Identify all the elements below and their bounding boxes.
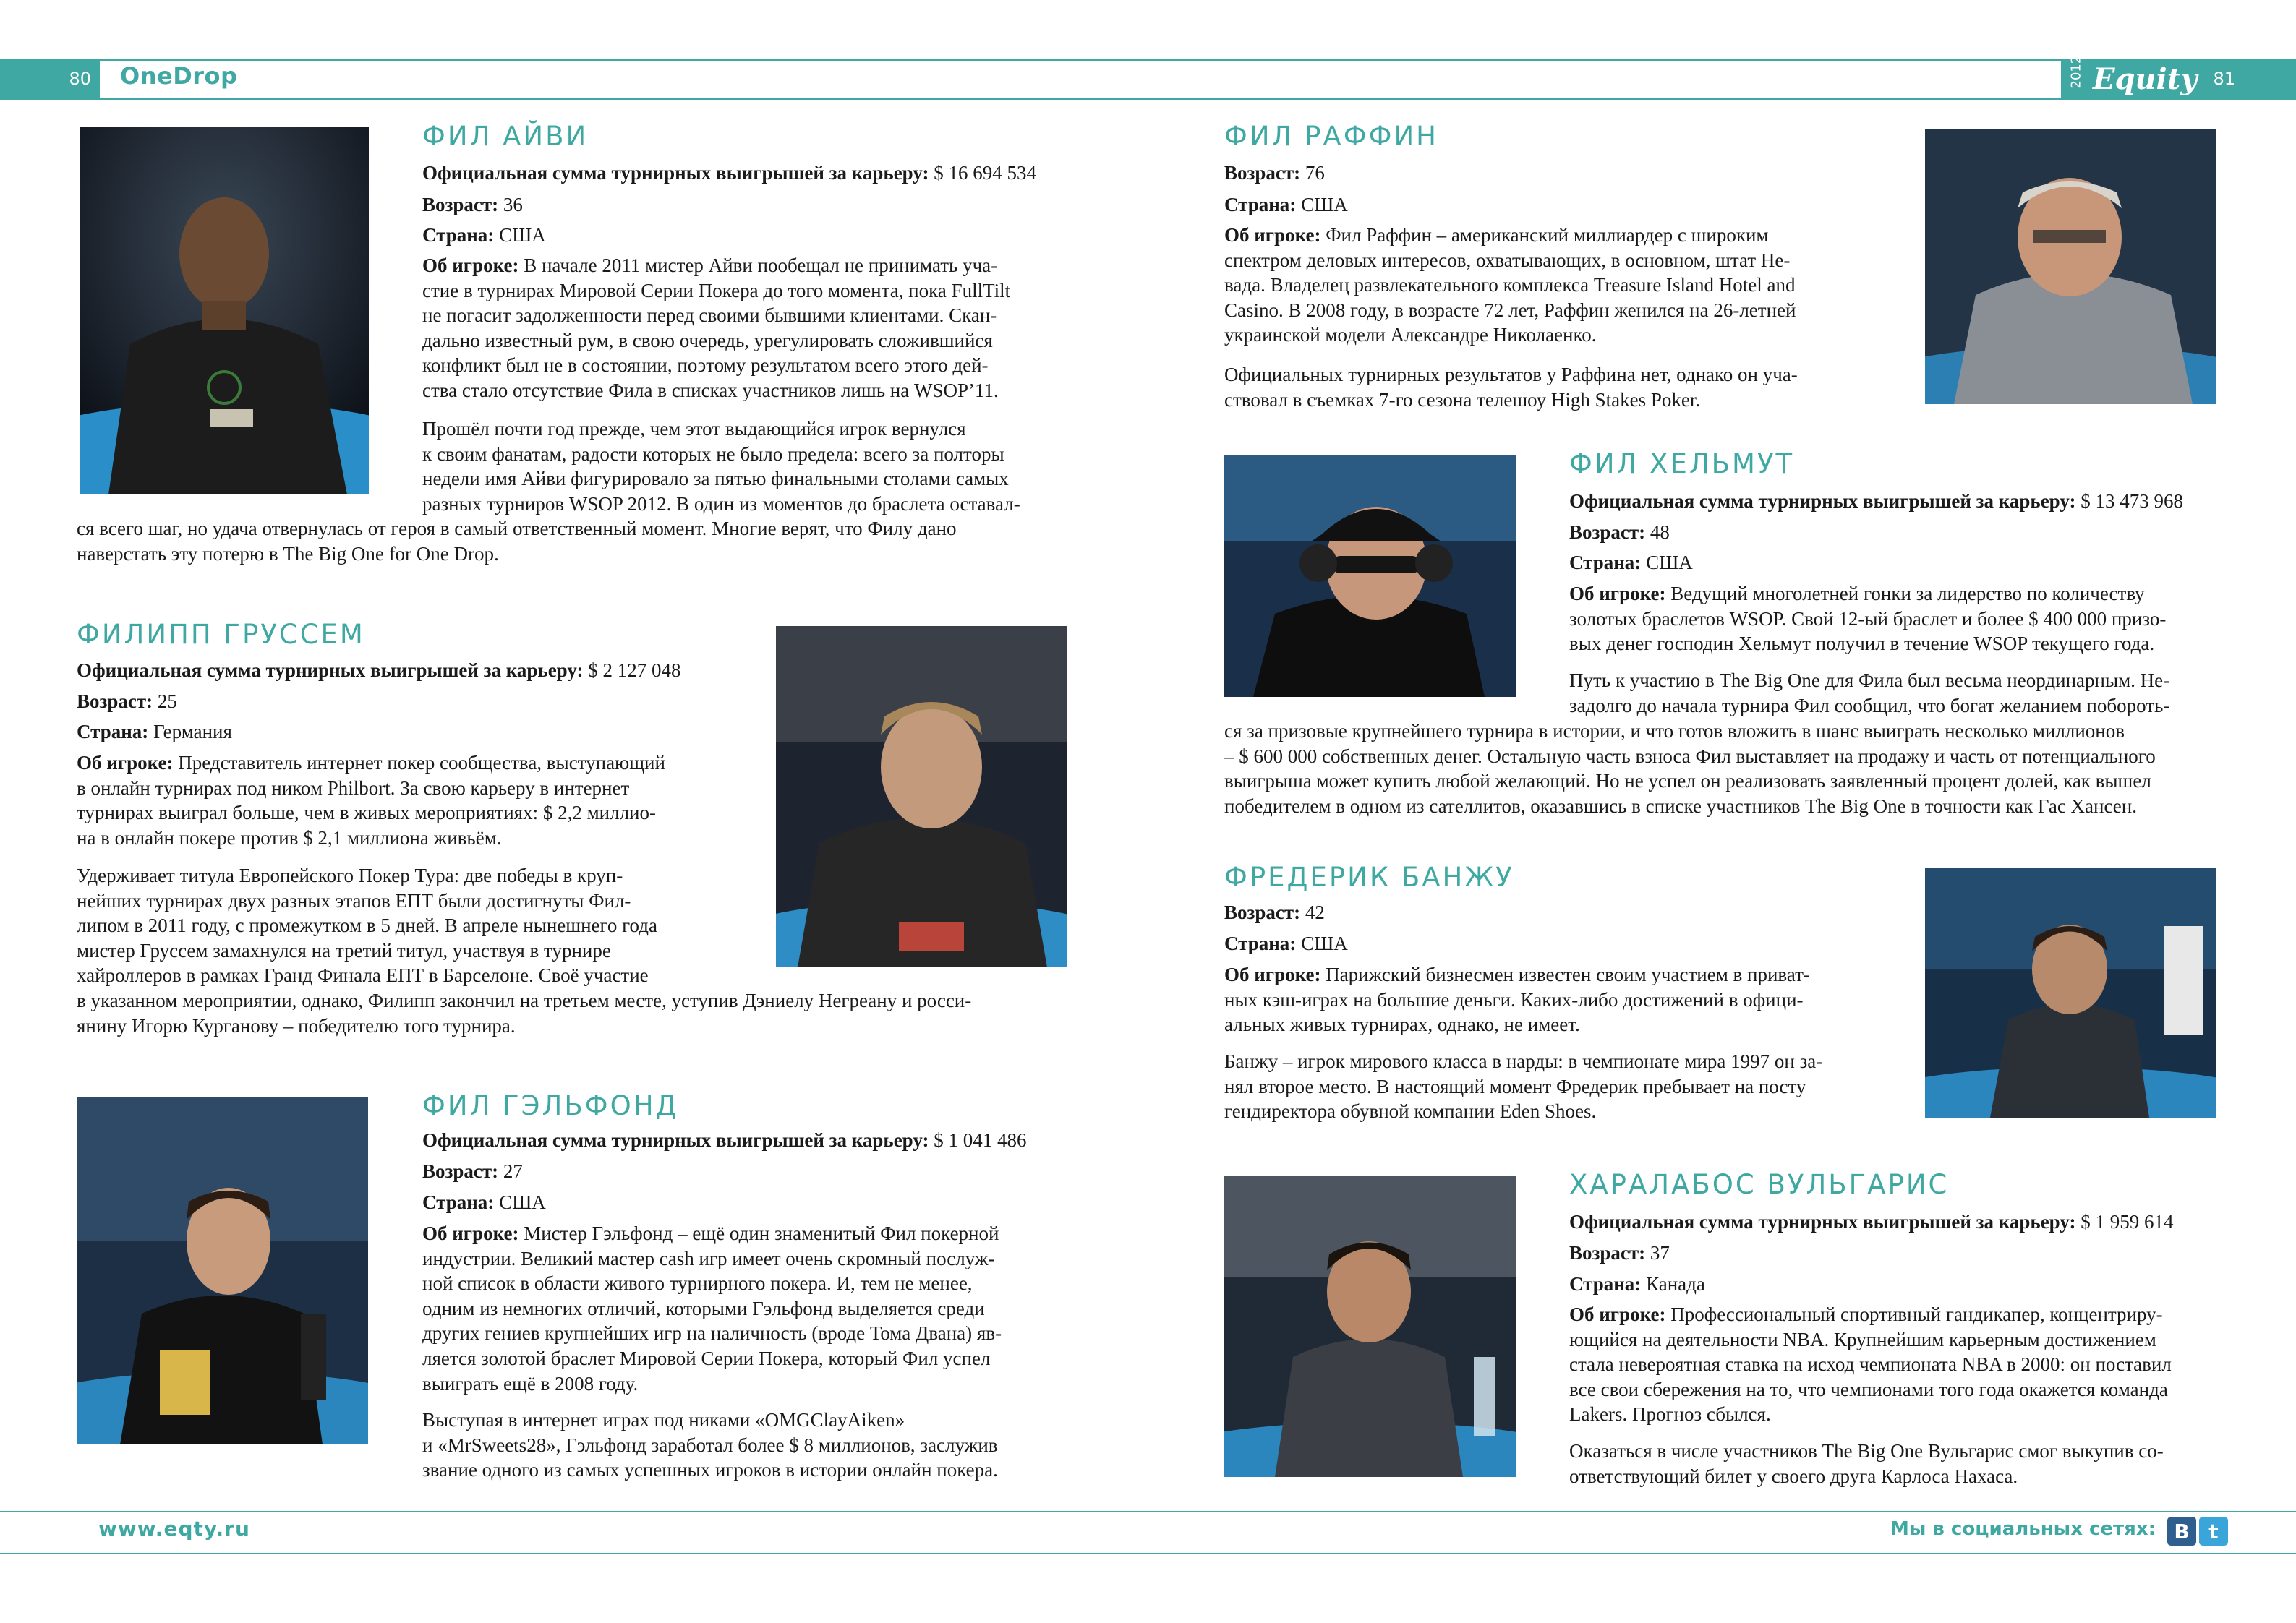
galfond-age-value: 27 bbox=[503, 1160, 523, 1182]
age-label: Возраст: bbox=[422, 194, 499, 215]
hellmuth-about-line: Об игроке: Ведущий многолетней гонки за лидерство по количеству bbox=[1569, 583, 2145, 604]
gruissem-paragraph-2 bbox=[77, 863, 722, 988]
banjo-paragraph-2 bbox=[1224, 1049, 1870, 1124]
photo-phil-hellmuth bbox=[1224, 455, 1516, 697]
hellmuth-paragraph-2 bbox=[1569, 668, 2214, 718]
gruissem-p2-line: хайроллеров в рамках Гранд Финала ЕПТ в Барселоне. Своё участие bbox=[77, 964, 649, 987]
banjo-age bbox=[1224, 900, 1325, 925]
gruissem-p2-line: в указанном мероприятии, однако, Филипп закончил на третьем месте, уступив Дэниелу Негреану и росси- bbox=[77, 990, 972, 1011]
age-label: Возраст: bbox=[1569, 521, 1646, 543]
ivey-about-line: Об игроке: В начале 2011 мистер Айви пообещал не принимать уча- bbox=[422, 254, 998, 276]
age-label: Возраст: bbox=[422, 1160, 499, 1182]
gruissem-about-line: турнирах выиграл больше, чем в живых мероприятиях: $ 2,2 миллио- bbox=[77, 802, 656, 824]
ruffin-about-line: спектром деловых интересов, охватывающих, в основном, штат Не- bbox=[1224, 249, 1791, 271]
galfond-p2-line: и «MrSweets28», Гэльфонд заработал более $ 8 миллионов, заслужив bbox=[422, 1434, 998, 1456]
country-label: Страна: bbox=[422, 224, 495, 246]
footer-social-label: Мы в социальных сетях: bbox=[1890, 1518, 2156, 1540]
galfond-about-line: ляется золотой браслет Мировой Серии Покера, который Фил успел bbox=[422, 1347, 991, 1369]
player-name-gruissem: ФИЛИПП ГРУССЕМ bbox=[77, 619, 365, 650]
banjo-p2-line: нял второе место. В настоящий момент Фредерик пребывает на посту bbox=[1224, 1075, 1806, 1097]
section-title: OneDrop bbox=[120, 62, 238, 90]
ivey-paragraph-2-wide bbox=[77, 516, 1067, 566]
ivey-about-line: стие в турнирах Мировой Серии Покера до того момента, пока FullTilt bbox=[422, 279, 1011, 301]
gruissem-country bbox=[77, 719, 232, 744]
ivey-country bbox=[422, 223, 546, 247]
voulgaris-about-line: Об игроке: Профессиональный спортивный гандикапер, концентриру- bbox=[1569, 1303, 2163, 1325]
photo-phil-ivey bbox=[80, 127, 369, 494]
ruffin-about bbox=[1224, 223, 1870, 348]
hellmuth-about bbox=[1569, 581, 2214, 656]
voulgaris-p2-line: ответствующий билет у своего друга Карлоса Нахаса. bbox=[1569, 1465, 2018, 1487]
about-label: Об игроке: bbox=[1224, 964, 1321, 985]
photo-phil-ruffin bbox=[1925, 129, 2216, 404]
galfond-about-line: выиграть ещё в 2008 году. bbox=[422, 1372, 639, 1395]
ruffin-about-line: Casino. В 2008 году, в возрасте 72 лет, Раффин женился на 26-летней bbox=[1224, 299, 1796, 321]
ivey-paragraph-2 bbox=[422, 416, 1067, 516]
ivey-age bbox=[422, 192, 523, 217]
hellmuth-p2-line: победителем в одном из сателлитов, оказавшись в списке участников The Big One в точности как Гас Хансен. bbox=[1224, 795, 2137, 817]
hellmuth-age bbox=[1569, 520, 1670, 544]
galfond-about-line: Об игроке: Мистер Гэльфонд – ещё один знаменитый Фил покерной bbox=[422, 1222, 999, 1244]
header-rule-bottom bbox=[0, 98, 2296, 100]
voulgaris-about-line: ющийся на деятельности NBA. Крупнейшим карьерным достижением bbox=[1569, 1328, 2156, 1350]
country-label: Страна: bbox=[1569, 552, 1642, 573]
banjo-country bbox=[1224, 931, 1348, 956]
voulgaris-paragraph-2 bbox=[1569, 1439, 2214, 1489]
about-label: Об игроке: bbox=[1569, 583, 1666, 604]
gruissem-paragraph-2-wide bbox=[77, 988, 1067, 1038]
right-page-number: 81 bbox=[2213, 69, 2235, 89]
ruffin-country bbox=[1224, 192, 1348, 217]
country-label: Страна: bbox=[77, 721, 149, 742]
winnings-label: Официальная сумма турнирных выигрышей за карьеру: bbox=[1569, 1211, 2076, 1233]
ivey-country-value: США bbox=[499, 224, 546, 246]
ruffin-about-line: вада. Владелец развлекательного комплекса Treasure Island Hotel and bbox=[1224, 274, 1796, 296]
ruffin-country-value: США bbox=[1301, 194, 1348, 215]
footer-rule-bottom bbox=[0, 1553, 2296, 1554]
country-label: Страна: bbox=[422, 1191, 495, 1213]
hellmuth-p2-line: ся за призовые крупнейшего турнира в истории, и что готов вложить в шанс выиграть несколько миллионов bbox=[1224, 720, 2125, 742]
about-label: Об игроке: bbox=[1224, 224, 1321, 246]
left-page-number-box bbox=[0, 60, 100, 98]
galfond-about-line: индустрии. Великий мастер cash игр имеет очень скромный послуж- bbox=[422, 1247, 995, 1269]
galfond-about-line: одним из немногих отличий, которыми Гэльфонд выделяется среди bbox=[422, 1297, 985, 1319]
ruffin-paragraph-2 bbox=[1224, 362, 1870, 412]
voulgaris-about-line: Lakers. Прогноз сбылся. bbox=[1569, 1403, 1771, 1426]
ivey-about-line: не погасит задолженности перед своими бывшими клиентами. Скан- bbox=[422, 304, 997, 327]
hellmuth-country bbox=[1569, 550, 1693, 575]
ivey-p2-line: ся всего шаг, но удача отвернулась от героя в самый ответственный момент. Многие верят, что Филу дано bbox=[77, 518, 957, 539]
hellmuth-age-value: 48 bbox=[1650, 521, 1670, 543]
ivey-p2-line: недели имя Айви фигурировало за пятью финальными столами самых bbox=[422, 468, 1009, 490]
ivey-winnings bbox=[422, 160, 1036, 185]
hellmuth-p2-line: Путь к участию в The Big One для Фила был весьма неординарным. Не- bbox=[1569, 669, 2170, 691]
gruissem-winnings bbox=[77, 658, 680, 682]
galfond-about-line: других гениев крупнейших игр на наличность (вроде Тома Двана) яв- bbox=[422, 1322, 1002, 1345]
vk-icon-label: B bbox=[2174, 1519, 2190, 1543]
hellmuth-p2-line: задолго до начала турнира Фил сообщил, что богат желанием побороть- bbox=[1569, 694, 2170, 716]
voulgaris-winnings-value: $ 1 959 614 bbox=[2081, 1211, 2174, 1233]
age-label: Возраст: bbox=[1224, 162, 1301, 184]
galfond-about bbox=[422, 1221, 1067, 1396]
about-label: Об игроке: bbox=[422, 254, 519, 276]
ivey-p2-line: разных турниров WSOP 2012. В один из моментов до браслета оставал- bbox=[422, 492, 1020, 515]
ivey-about bbox=[422, 253, 1067, 403]
banjo-p2-line: гендиректора обувной компании Eden Shoes. bbox=[1224, 1100, 1597, 1123]
galfond-age bbox=[422, 1159, 523, 1183]
voulgaris-p2-line: Оказаться в числе участников The Big One Вульгарис смог выкупив со- bbox=[1569, 1440, 2164, 1462]
year-label: 2012 bbox=[2068, 55, 2084, 88]
about-label: Об игроке: bbox=[422, 1222, 519, 1244]
photo-philipp-gruissem bbox=[776, 626, 1067, 967]
ivey-p2-line: наверстать эту потерю в The Big One for One Drop. bbox=[77, 542, 499, 565]
gruissem-about bbox=[77, 750, 722, 850]
winnings-label: Официальная сумма турнирных выигрышей за карьеру: bbox=[422, 1129, 929, 1151]
voulgaris-country-value: Канада bbox=[1646, 1273, 1705, 1295]
hellmuth-p2-line: выигрыша может купить любой желающий. Но не успел он реализовать заявленный процент долей, как вышел bbox=[1224, 770, 2151, 792]
ivey-age-value: 36 bbox=[503, 194, 523, 215]
hellmuth-about-line: вых денег господин Хельмут получил в течение WSOP текущего года. bbox=[1569, 633, 2155, 655]
voulgaris-age bbox=[1569, 1241, 1670, 1265]
ivey-about-line: конфликт был не в состоянии, поэтому результатом всего этого дей- bbox=[422, 354, 989, 377]
photo-frederic-banjo bbox=[1925, 868, 2216, 1118]
gruissem-age bbox=[77, 689, 177, 714]
hellmuth-winnings-value: $ 13 473 968 bbox=[2081, 490, 2183, 512]
age-label: Возраст: bbox=[77, 690, 153, 712]
hellmuth-winnings bbox=[1569, 489, 2183, 513]
voulgaris-winnings bbox=[1569, 1209, 2173, 1234]
gruissem-p2-line: липом в 2011 году, с промежутком в 5 дней. В апреле нынешнего года bbox=[77, 915, 657, 937]
voulgaris-about bbox=[1569, 1302, 2214, 1427]
about-label: Об игроке: bbox=[1569, 1303, 1666, 1325]
right-brand-box bbox=[2061, 55, 2296, 98]
player-name-voulgaris: ХАРАЛАБОС ВУЛЬГАРИС bbox=[1569, 1169, 1950, 1200]
hellmuth-p2-line: – $ 600 000 собственных денег. Остальную часть взноса Фил выставляет на продажу и часть от потенциального bbox=[1224, 745, 2156, 767]
ivey-p2-line: Прошёл почти год прежде, чем этот выдающийся игрок вернулся bbox=[422, 418, 966, 440]
banjo-age-value: 42 bbox=[1305, 902, 1325, 923]
voulgaris-country bbox=[1569, 1272, 1705, 1296]
banjo-country-value: США bbox=[1301, 933, 1348, 954]
player-name-ivey: ФИЛ АЙВИ bbox=[422, 121, 589, 152]
gruissem-about-line: в онлайн турнирах под ником Philbort. За свою карьеру в интернет bbox=[77, 776, 630, 799]
winnings-label: Официальная сумма турнирных выигрышей за карьеру: bbox=[422, 162, 929, 184]
hellmuth-country-value: США bbox=[1646, 552, 1693, 573]
country-label: Страна: bbox=[1224, 933, 1297, 954]
player-name-galfond: ФИЛ ГЭЛЬФОНД bbox=[422, 1090, 679, 1121]
voulgaris-age-value: 37 bbox=[1650, 1242, 1670, 1264]
galfond-winnings-value: $ 1 041 486 bbox=[934, 1129, 1027, 1151]
country-label: Страна: bbox=[1224, 194, 1297, 215]
banjo-about bbox=[1224, 962, 1870, 1037]
galfond-p2-line: звание одного из самых успешных игроков в истории онлайн покера. bbox=[422, 1459, 998, 1481]
gruissem-winnings-value: $ 2 127 048 bbox=[588, 659, 681, 681]
voulgaris-about-line: стала невероятная ставка на исход чемпионата NBA в 2000: он поставил bbox=[1569, 1353, 2172, 1376]
banjo-about-line: ных кэш-играх на большие деньги. Каких-либо достижений в офици- bbox=[1224, 988, 1804, 1011]
galfond-country bbox=[422, 1190, 546, 1215]
age-label: Возраст: bbox=[1569, 1242, 1646, 1264]
galfond-paragraph-2 bbox=[422, 1408, 1067, 1483]
player-name-banjo: ФРЕДЕРИК БАНЖУ bbox=[1224, 862, 1514, 893]
ivey-about-line: ства стало отсутствие Фила в списках участников лишь на WSOP’11. bbox=[422, 379, 999, 401]
footer-website-link[interactable]: www.eqty.ru bbox=[98, 1517, 250, 1541]
vk-icon[interactable] bbox=[2167, 1517, 2196, 1546]
banjo-p2-line: Банжу – игрок мирового класса в нарды: в чемпионате мира 1997 он за- bbox=[1224, 1050, 1823, 1072]
galfond-p2-line: Выступая в интернет играх под никами «OMGClayAiken» bbox=[422, 1409, 905, 1431]
gruissem-p2-line: янину Игорю Курганову – победителю того турнира. bbox=[77, 1014, 516, 1037]
winnings-label: Официальная сумма турнирных выигрышей за карьеру: bbox=[77, 659, 584, 681]
galfond-country-value: США bbox=[499, 1191, 546, 1213]
gruissem-about-line: Об игроке: Представитель интернет покер сообщества, выступающий bbox=[77, 752, 665, 774]
ruffin-age-value: 76 bbox=[1305, 162, 1325, 184]
player-name-ruffin: ФИЛ РАФФИН bbox=[1224, 121, 1438, 152]
gruissem-about-line: на в онлайн покере против $ 2,1 миллиона живьём. bbox=[77, 826, 502, 849]
photo-phil-galfond bbox=[77, 1097, 368, 1444]
ruffin-p2-line: Официальных турнирных результатов у Раффина нет, однако он уча- bbox=[1224, 364, 1798, 385]
banjo-about-line: Об игроке: Парижский бизнесмен известен своим участием в приват- bbox=[1224, 964, 1810, 985]
country-label: Страна: bbox=[1569, 1273, 1642, 1295]
footer-rule-top bbox=[0, 1511, 2296, 1512]
photo-haralabos-voulgaris bbox=[1224, 1176, 1516, 1477]
equity-logo: Equity bbox=[2093, 61, 2198, 96]
ruffin-about-line: Об игроке: Фил Раффин – американский миллиардер с широким bbox=[1224, 224, 1769, 246]
ruffin-about-line: украинской модели Александре Николаенко. bbox=[1224, 324, 1597, 346]
age-label: Возраст: bbox=[1224, 902, 1301, 923]
gruissem-country-value: Германия bbox=[153, 721, 232, 742]
hellmuth-about-line: золотых браслетов WSOP. Свой 12-ый браслет и более $ 400 000 призо- bbox=[1569, 607, 2167, 630]
twitter-icon[interactable] bbox=[2199, 1517, 2228, 1546]
gruissem-p2-line: нейших турнирах двух разных этапов ЕПТ были достигнуты Фил- bbox=[77, 889, 631, 912]
ruffin-p2-line: ствовал в съемках 7-го сезона телешоу High Stakes Poker. bbox=[1224, 388, 1701, 411]
galfond-about-line: ной список в области живого турнирного покера. И, тем не менее, bbox=[422, 1272, 973, 1295]
ivey-about-line: дально известный рум, в свою очередь, урегулировать сложившийся bbox=[422, 329, 993, 351]
ivey-winnings-value: $ 16 694 534 bbox=[934, 162, 1036, 184]
ruffin-age bbox=[1224, 160, 1325, 185]
about-label: Об игроке: bbox=[77, 752, 174, 774]
voulgaris-about-line: все свои сбережения на то, что чемпионами того года окажется команда bbox=[1569, 1378, 2168, 1400]
winnings-label: Официальная сумма турнирных выигрышей за карьеру: bbox=[1569, 490, 2076, 512]
gruissem-p2-line: мистер Груссем замахнулся на третий титул, участвуя в турнире bbox=[77, 939, 611, 962]
gruissem-age-value: 25 bbox=[157, 690, 177, 712]
left-page-number: 80 bbox=[69, 69, 91, 89]
ivey-p2-line: к своим фанатам, радости которых не было предела: всего за полторы bbox=[422, 442, 1004, 465]
banjo-about-line: альных живых турнирах, однако, не имеет. bbox=[1224, 1014, 1580, 1036]
header-rule-top bbox=[0, 59, 2296, 61]
galfond-winnings bbox=[422, 1128, 1026, 1152]
hellmuth-paragraph-2-wide bbox=[1224, 719, 2214, 818]
gruissem-p2-line: Удерживает титула Европейского Покер Тура: две победы в круп- bbox=[77, 865, 623, 886]
player-name-hellmuth: ФИЛ ХЕЛЬМУТ bbox=[1569, 448, 1795, 479]
twitter-icon-label: t bbox=[2208, 1519, 2219, 1543]
